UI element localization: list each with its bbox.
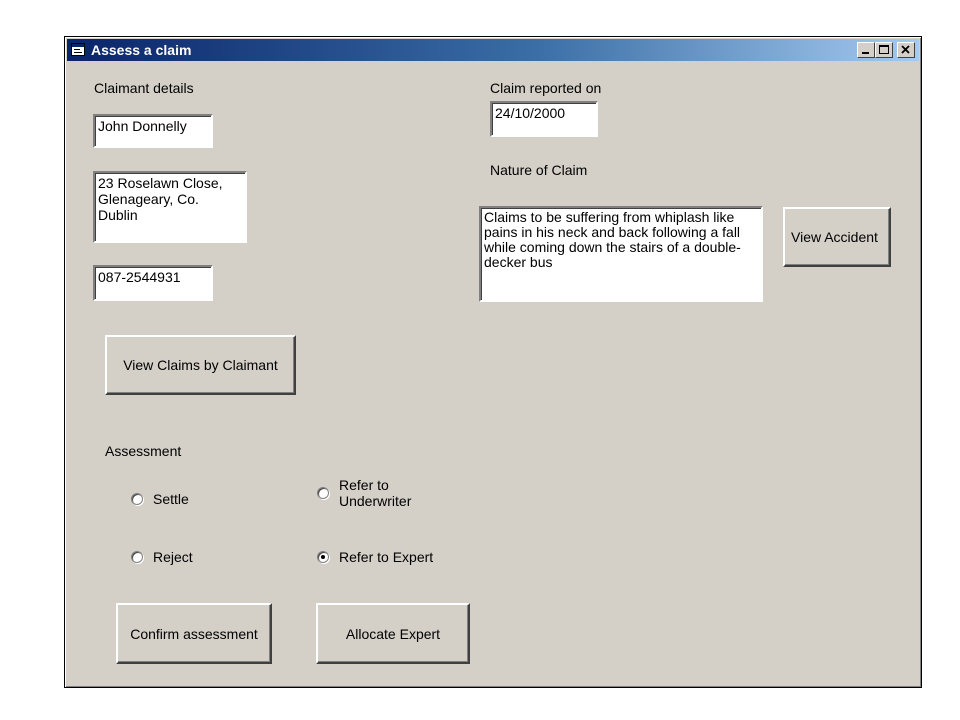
view-accident-button[interactable]: View Accident bbox=[783, 207, 891, 267]
window-title: Assess a claim bbox=[91, 42, 192, 58]
allocate-expert-button[interactable]: Allocate Expert bbox=[316, 603, 470, 664]
assess-claim-window bbox=[64, 36, 922, 688]
claimant-name-field[interactable]: John Donnelly bbox=[93, 114, 213, 148]
close-button[interactable] bbox=[897, 42, 915, 58]
reject-label: Reject bbox=[153, 549, 193, 565]
minimize-button[interactable] bbox=[857, 42, 875, 58]
claimant-details-label: Claimant details bbox=[94, 80, 194, 96]
nature-of-claim-field[interactable]: Claims to be suffering from whiplash like pains in his neck and back following a fall while coming down the stairs of a double-decker bus bbox=[479, 206, 763, 302]
form-icon[interactable] bbox=[71, 43, 85, 56]
nature-of-claim-label: Nature of Claim bbox=[490, 162, 588, 178]
refer-expert-label: Refer to Expert bbox=[339, 549, 434, 565]
assessment-label: Assessment bbox=[105, 443, 182, 459]
claimant-phone-field[interactable]: 087-2544931 bbox=[93, 265, 213, 301]
reject-radio[interactable] bbox=[131, 549, 193, 565]
refer-expert-radio[interactable] bbox=[317, 549, 433, 565]
view-claims-by-claimant-button[interactable]: View Claims by Claimant bbox=[105, 335, 296, 395]
reject-radio-circle[interactable] bbox=[131, 551, 143, 563]
claimant-address-field[interactable]: 23 Roselawn Close, Glenageary, Co. Dublin bbox=[93, 171, 247, 243]
claim-reported-label: Claim reported on bbox=[490, 80, 602, 96]
maximize-icon bbox=[876, 43, 892, 57]
settle-label: Settle bbox=[153, 491, 189, 507]
settle-radio-circle[interactable] bbox=[131, 493, 143, 505]
refer-underwriter-radio-circle[interactable] bbox=[317, 487, 329, 499]
minimize-icon bbox=[858, 43, 874, 57]
refer-underwriter-label: Refer to Underwriter bbox=[339, 477, 412, 509]
close-icon bbox=[898, 43, 914, 57]
title-bar[interactable] bbox=[67, 39, 919, 61]
confirm-assessment-button[interactable]: Confirm assessment bbox=[116, 603, 272, 664]
refer-underwriter-radio[interactable] bbox=[317, 477, 457, 509]
settle-radio[interactable] bbox=[131, 491, 189, 507]
claim-reported-date-field[interactable]: 24/10/2000 bbox=[490, 101, 598, 137]
maximize-button[interactable] bbox=[875, 42, 893, 58]
refer-expert-radio-circle[interactable] bbox=[317, 551, 329, 563]
